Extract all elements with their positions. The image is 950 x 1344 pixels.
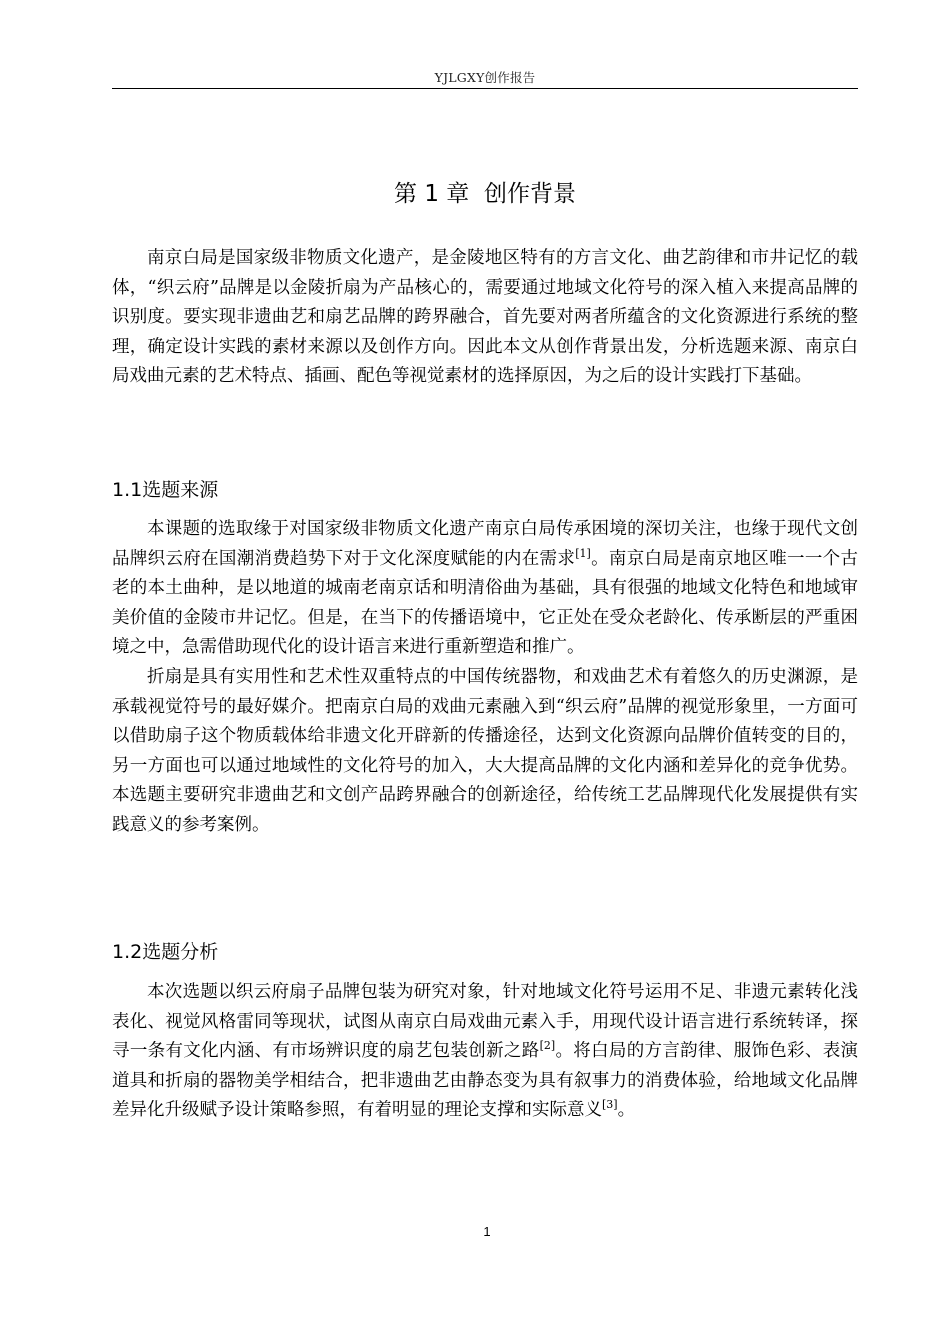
chapter-title-text: 创作背景: [483, 181, 576, 207]
running-header: YJLGXY创作报告: [434, 70, 536, 85]
section-1-1-paragraph-1: [112, 515, 858, 663]
header-rule: [112, 88, 858, 89]
page-number: 1: [483, 1224, 491, 1239]
section-1-1-body: [112, 515, 858, 841]
chapter-label: 第 1 章: [394, 181, 470, 207]
section-1-2-paragraph-1: [112, 978, 858, 1126]
section-heading-1-1: 1.1选题来源: [112, 479, 219, 501]
section-heading-1-2: 1.2选题分析: [112, 941, 219, 963]
intro-paragraph-1: 南京白局是国家级非物质文化遗产，是金陵地区特有的方言文化、曲艺韵律和市井记忆的载体，“织云府”品牌是以金陵折扇为产品核心的，需要通过地域文化符号的深入植入来提高品牌的识别度。要实现非遗曲艺和扇艺品牌的跨界融合，首先要对两者所蕴含的文化资源进行系统的整理，确定设计实践的素材来源以及创作方向。因此本文从创作背景出发，分析选题来源、南京白局戏曲元素的艺术特点、插画、配色等视觉素材的选择原因，为之后的设计实践打下基础。: [112, 248, 858, 387]
intro-paragraphs: [112, 244, 858, 392]
section-1-2-body: [112, 978, 858, 1126]
chapter-title: [112, 176, 858, 212]
citation-ref-1[interactable]: [1]: [575, 546, 591, 560]
text-run: 。南京白局是南京地区唯一一个古老的本土曲种，是以地道的城南老南京话和明清俗曲为基础，具有很强的地域文化特色和地域审美价值的金陵市井记忆。但是，在当下的传播语境中，它正处在受众老龄化、传承断层的严重困境之中，急需借助现代化的设计语言来进行重新塑造和推广。: [112, 548, 859, 658]
text-run: 。: [617, 1100, 636, 1121]
text-run: 本课题的选取缘于对国家级非物质文化遗产南京白局传承困境的深切关注，也缘于现代文创品牌织云府在国潮消费趋势下对于文化深度赋能的内在需求: [112, 519, 858, 569]
citation-ref-2[interactable]: [2]: [539, 1039, 556, 1053]
text-run: 。将白局的方言韵律、服饰色彩、表演道具和折扇的器物美学相结合，把非遗曲艺由静态变为具有叙事力的消费体验，给地域文化品牌差异化升级赋予设计策略参照，有着明显的理论支撑和实际意义: [112, 1041, 859, 1121]
text-run: 本次选题以织云府扇子品牌包装为研究对象，针对地域文化符号运用不足、非遗元素转化浅表化、视觉风格雷同等现状，试图从南京白局戏曲元素入手，用现代设计语言进行系统转译，探寻一条有文化内涵、有市场辨识度的扇艺包装创新之路: [112, 982, 858, 1062]
citation-ref-3[interactable]: [3]: [602, 1098, 618, 1112]
section-1-1-paragraph-2: 折扇是具有实用性和艺术性双重特点的中国传统器物，和戏曲艺术有着悠久的历史渊源，是承载视觉符号的最好媒介。把南京白局的戏曲元素融入到“织云府”品牌的视觉形象里，一方面可以借助扇子这个物质载体给非遗文化开辟新的传播途径，达到文化资源向品牌价值转变的目的，另一方面也可以通过地域性的文化符号的加入，大大提高品牌的文化内涵和差异化的竞争优势。本选题主要研究非遗曲艺和文创产品跨界融合的创新途径，给传统工艺品牌现代化发展提供有实践意义的参考案例。: [112, 666, 858, 835]
